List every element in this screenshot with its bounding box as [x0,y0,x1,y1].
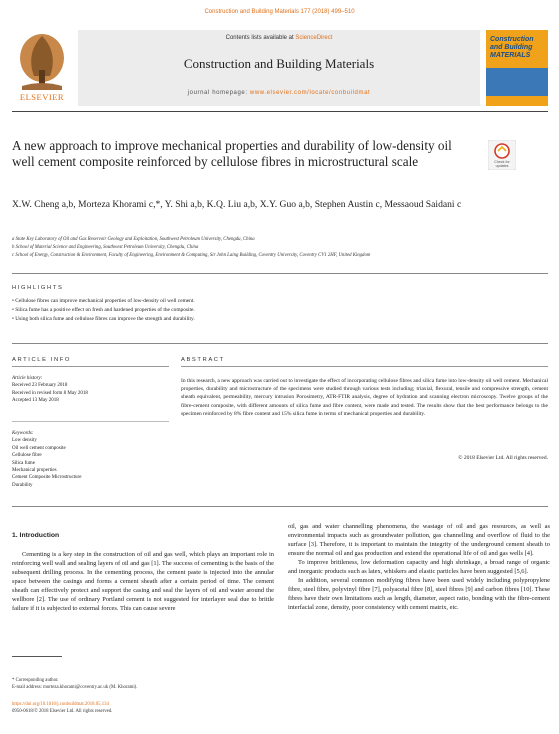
issn-line: 0950-0618/© 2018 Elsevier Ltd. All rights reserved. [12,709,113,715]
article-history [12,375,172,405]
divider [12,343,548,344]
footnote [12,677,274,692]
affiliation-b: b School of Material Science and Engineering, Southwest Petroleum University, Chengdu, China [12,245,199,250]
divider [12,366,169,367]
abstract-text: In this research, a new approach was carried out to investigate the effect of incorporating cellulose fibres and silica fume into low-density oil well cement. Mechanical properties, durability and microstructure of the specimens were studied through various tests including; triaxial, flexural, tensile and compressive strength, cement sheath equivalent, permeability, mercury intrusion Porosimetry, ATR-FTIR analysis, degree of hydration and scanning electron microscopy. Twelve groups of the fibre-cement composite, with different amounts of silica fume and fibre content, were made and tested. The results show that the best performance belongs to the specimen reinforced by 8% fibre content and 15% silica fume in terms of mechanical properties and durability. [181,378,548,417]
keyword: Oil well cement composite [12,445,66,451]
elsevier-logo [12,30,72,106]
keyword: Cement Composite Microstructure [12,475,82,481]
keyword: Durability [12,482,33,488]
body-column-left [12,550,274,613]
contents-line [78,35,480,41]
highlights-heading: HIGHLIGHTS [12,285,64,291]
affiliations [12,236,548,260]
corresponding-author-note: * Corresponding author. [12,678,59,683]
sciencedirect-link[interactable]: ScienceDirect [295,35,333,41]
affiliation-c: c School of Energy, Construction & Environment, Faculty of Engineering, Environment & Computing, Sir John Laing Building, Coventry University, Coventry CV1 2HF, United Kingdom [12,253,371,258]
journal-homepage [78,90,480,96]
journal-title: Construction and Building Materials [183,56,375,71]
highlights-list [12,297,548,324]
highlight-item: • Using both silica fume and cellulose fibres can improve the strength and durability. [12,316,195,322]
highlight-item: • Cellulose fibres can improve mechanical properties of low-density oil well cement. [12,298,195,304]
check-for-updates-badge[interactable] [488,140,516,170]
check-badge-label: Check for updates [494,160,510,169]
abstract-heading: ABSTRACT [181,357,225,363]
history-item: Received in revised form 8 May 2018 [12,390,88,396]
keywords-label: Keywords: [12,431,34,436]
body-paragraph: oil, gas and water channelling phenomena, the wastage of oil and gas resources, as well as environmental impacts such as groundwater pollution, gas channelling and overflow of fluid to the surface [3]. Therefore, it is important to maintain the integrity of the underground cement sheath to ensure the normal oil and gas production and extend the operational life of oil and gas wells [4]. [288,523,550,557]
article-title: A new approach to improve mechanical properties and durability of low-density oil well cement composite reinforced by cellulose fibres in microstructural scale [12,138,452,169]
keyword: Silica fume [12,460,35,466]
journal-cover-image [486,30,548,106]
keyword: Low density [12,438,37,444]
keyword: Mechanical properties [12,468,57,474]
divider [12,506,548,507]
keyword: Cellulose fibre [12,453,42,459]
history-item: Received 23 February 2018 [12,383,68,389]
author-list: X.W. Cheng a,b, Morteza Khorami c,*, Y. Shi a,b, K.Q. Liu a,b, X.Y. Guo a,b, Stephen Austin c, Messaoud Saidani c [12,199,462,210]
contents-prefix: Contents lists available at [225,35,296,41]
affiliation-a: a State Key Laboratory of Oil and Gas Reservoir Geology and Exploitation, Southwest Petroleum University, Chengdu, China [12,237,255,242]
journal-reference[interactable]: Construction and Building Materials 177 (2018) 499–510 [204,9,355,15]
body-paragraph: In addition, several common modifying fibres have been used widely including polypropylene fibre, steel fibre, polyvinyl fibre [7], polyacetal fibre [8], steel fibres [9] and carbon fibres [10]. These fibres have their own limitations such as length, diameter, aspect ratio, bonding with the fibre-cement interfacial zone, density, poor consistency with cement matrix, etc. [288,577,550,611]
body-paragraph: To improve brittleness, low deformation capacity and high shrinkage, a broad range of organic and inorganic products such as latex, whiskers and elastic particles have been suggested [5,6]. [288,559,550,575]
divider [12,273,548,274]
doi-link[interactable]: https://doi.org/10.1016/j.conbuildmat.2018.05.134 [12,702,109,707]
history-label: Article history: [12,376,43,381]
cover-photo-band [486,68,548,96]
homepage-prefix: journal homepage: [187,90,250,96]
cover-title: Construction and Building MATERIALS [490,36,534,59]
history-item: Accepted 13 May 2018 [12,398,59,404]
footnote-divider [12,656,62,657]
section-heading-introduction: 1. Introduction [12,532,60,539]
homepage-link[interactable]: www.elsevier.com/locate/conbuildmat [249,90,371,96]
body-column-right [288,522,550,612]
doi-block [12,701,312,716]
highlight-item: • Silica fume has a positive effect on fresh and hardened properties of the composite. [12,307,195,313]
elsevier-wordmark: ELSEVIER [19,92,65,102]
header-divider [12,111,548,112]
article-info-heading: ARTICLE INFO [12,357,72,363]
copyright-notice: © 2018 Elsevier Ltd. All rights reserved. [458,455,548,461]
email-address[interactable]: E-mail address: morteza.khorami@coventry.ac.uk (M. Khorami). [12,685,138,691]
body-paragraph: Cementing is a key step in the construction of oil and gas well, which plays an important role in reinforcing well wall and sealing layers of oil and gas [1]. The success of cementing is the basis of the subsequent drilling process. In the cementing process, the cement paste is injected into the annular space between the casings and forms a cement sheath after a certain period of time. The cement sheath can effectively protect and support the casing and seal the layers of oil and water around the wellbore [2]. The use of ordinary Portland cement is not suggested for interlayer seal due to brittle failure if it is subjected to external forces. This can cause severe [12,551,274,612]
keywords [12,430,172,489]
divider [181,366,548,367]
divider [12,421,169,422]
